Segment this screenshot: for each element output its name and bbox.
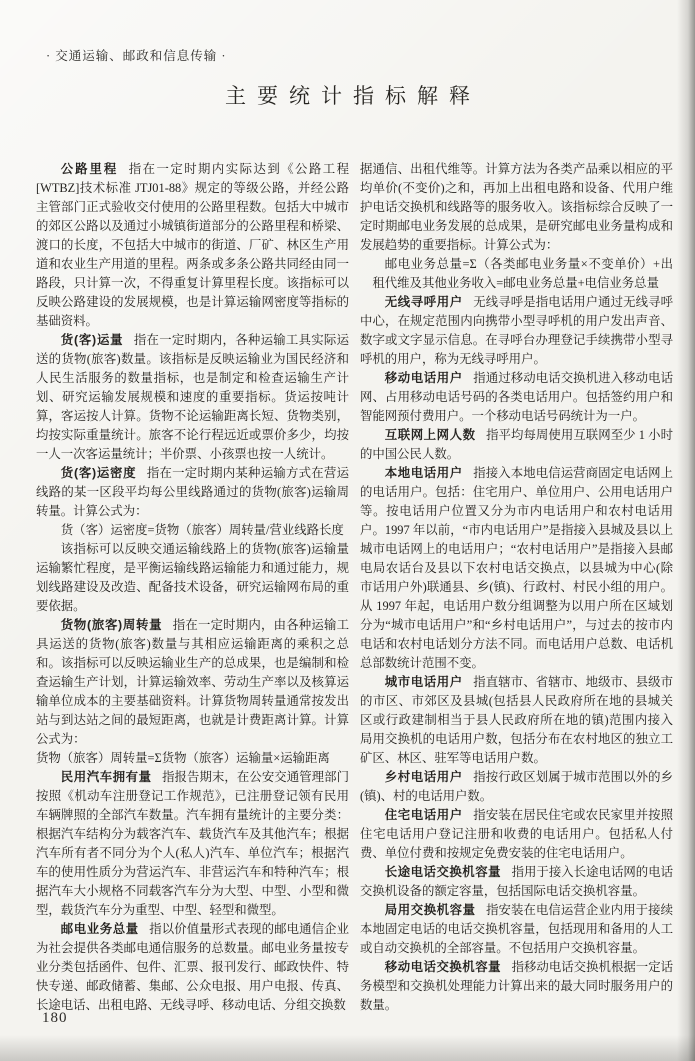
glossary-entry xyxy=(360,863,673,901)
left-column xyxy=(36,160,349,1015)
glossary-entry xyxy=(360,293,673,369)
glossary-entry xyxy=(36,464,349,521)
glossary-entry xyxy=(36,616,349,749)
glossary-definition: 指在一定时期内某种运输方式在营运线路的某一区段平均每公里线路通过的货物(旅客)运输周转量。计算公式为： xyxy=(36,466,349,518)
glossary-definition: 指安装在电信运营企业内用于接续本地固定电话的电话交换机容量，包括现用和备用的人工或自动交换机的全部容量。不包括用户交换机容量。 xyxy=(360,903,674,955)
glossary-definition: 指通过移动电话交换机进入移动电话网、占用移动电话号码的各类电话用户。包括签约用户和智能网预付费用户。一个移动电话号码统计为一户。 xyxy=(360,371,673,423)
glossary-term: 长途电话交换机容量 xyxy=(384,865,502,879)
glossary-definition: 指安装在居民住宅或农民家里并按照住宅电话用户登记注册和收费的电话用户。包括私人付费、单位付费和按规定免费安装的住宅电话用户。 xyxy=(360,808,673,860)
glossary-definition: 指移动电话交换机根据一定话务模型和交换机处理能力计算出来的最大同时服务用户的数量。 xyxy=(360,960,674,1012)
glossary-definition: 无线寻呼是指电话用户通过无线寻呼中心，在规定范围内向携带小型寻呼机的用户发出声音、数字或文字显示信息。在寻呼台办理登记手续携带小型寻呼机的用户，称为无线寻呼用户。 xyxy=(360,295,673,366)
glossary-definition: 指以价值量形式表现的邮电通信企业为社会提供各类邮电通信服务的总数量。邮电业务量按专业分类包括函件、包件、汇票、报刊发行、邮政快件、特快专递、邮政储蓄、集邮、公众电报、用户电报、传真、长途电话、出租电路、无线寻呼、移动电话、分组交换数 xyxy=(36,922,349,1012)
glossary-term: 货(客)运量 xyxy=(60,333,124,347)
glossary-definition: 指直辖市、省辖市、地级市、县级市的市区、市郊区及县城(包括县人民政府所在地的县城关区或行政建制相当于县人民政府所在地的镇)范围内接入局用交换机的电话用户数，包括分布在农村地区的独立工矿区、林区、驻军等电话用户数。 xyxy=(360,675,673,765)
formula-line: 货物（旅客）周转量=Σ货物（旅客）运输量×运输距离 xyxy=(36,751,330,765)
glossary-term: 住宅电话用户 xyxy=(384,808,463,822)
page-body xyxy=(36,160,673,1015)
glossary-entry xyxy=(36,331,349,464)
glossary-term: 货(客)运密度 xyxy=(60,466,137,480)
glossary-entry xyxy=(36,768,349,920)
glossary-definition: 指报告期末，在公安交通管理部门按照《机动车注册登记工作规范》，已注册登记领有民用车辆牌照的全部汽车数量。汽车拥有量统计的主要分类：根据汽车结构分为载客汽车、载货汽车及其他汽车；根据汽车所有者不同分为个人(私人)汽车、单位汽车；根据汽车的使用性质分为营运汽车、非营运汽车和特种汽车；根据汽车大小规格不同载客汽车分为大型、中型、小型和微型，载货汽车分为重型、中型、轻型和微型。 xyxy=(36,770,350,917)
glossary-definition: 指用于接入长途电话网的电话交换机设备的额定容量，包括国际电话交换机容量。 xyxy=(360,865,674,898)
glossary-entry xyxy=(360,806,673,863)
formula-line: 货（客）运密度=货物（旅客）周转量/营业线路长度 xyxy=(60,523,344,537)
glossary-entry xyxy=(36,920,349,1015)
glossary-continuation: 据通信、出租代维等。计算方法为各类产品乘以相应的平均单价(不变价)之和，再加上出租电路和设备、代用户维护电话交换机和线路等的服务收入。该指标综合反映了一定时期邮电业务发展的总成果，是研究邮电业务量构成和发展趋势的重要指标。计算公式为： xyxy=(360,162,673,252)
glossary-definition: 指在一定时期内，由各种运输工具运送的货物(旅客)数量与其相应运输距离的乘积之总和。该指标可以反映运输业生产的总成果，也是编制和检查运输生产计划，计算运输效率、劳动生产率以及核算运输单位成本的主要基础资料。计算货物周转量通常按发出站与到达站之间的最短距离，也就是计费距离计算。计算公式为： xyxy=(36,618,349,746)
glossary-term: 移动电话用户 xyxy=(384,371,463,385)
glossary-term: 货物(旅客)周转量 xyxy=(60,618,163,632)
glossary-term: 民用汽车拥有量 xyxy=(60,770,152,784)
glossary-entry xyxy=(360,369,673,426)
glossary-term: 邮电业务总量 xyxy=(60,922,139,936)
glossary-continuation: 该指标可以反映交通运输线路上的货物(旅客)运输量运输繁忙程度，是平衡运输线路运输能力和通过能力，规划线路建设及改造、配备技术设备，研究运输网布局的重要依据。 xyxy=(36,542,349,613)
page-number: 180 xyxy=(42,1010,68,1026)
glossary-term: 移动电话交换机容量 xyxy=(384,960,502,974)
glossary-entry xyxy=(360,673,673,768)
glossary-entry xyxy=(360,768,673,806)
glossary-definition: 指按行政区划属于城市范围以外的乡(镇)、村的电话用户数。 xyxy=(360,770,673,803)
glossary-term: 公路里程 xyxy=(60,162,119,176)
glossary-entry xyxy=(360,426,673,464)
glossary-term: 城市电话用户 xyxy=(384,675,463,689)
glossary-entry xyxy=(360,958,673,1015)
glossary-definition: 指在一定时期内，各种运输工具实际运送的货物(旅客)数量。该指标是反映运输业为国民经济和人民生活服务的数量指标，也是制定和检查运输生产计划、研究运输发展规模和速度的重要指标。货运按吨计算，客运按人计算。货物不论运输距离长短、货物类别，均按实际重量统计。旅客不论行程远近或票价多少，均按一人一次客运量统计；半价票、小孩票也按一人统计。 xyxy=(36,333,349,461)
page-title: 主要统计指标解释 xyxy=(225,84,481,108)
glossary-entry xyxy=(36,160,349,331)
glossary-entry xyxy=(360,464,673,673)
running-header: · 交通运输、邮政和信息传输 · xyxy=(46,49,227,63)
glossary-term: 互联网上网人数 xyxy=(384,428,476,442)
glossary-term: 乡村电话用户 xyxy=(384,770,463,784)
glossary-term: 局用交换机容量 xyxy=(384,903,476,917)
formula-line: 邮电业务总量=Σ（各类邮电业务量×不变单价）+出租代维及其他业务收入=邮电业务总量+电信业务总量 xyxy=(372,257,673,290)
right-column xyxy=(360,160,673,1015)
glossary-entry xyxy=(360,901,673,958)
glossary-term: 无线寻呼用户 xyxy=(384,295,463,309)
glossary-term: 本地电话用户 xyxy=(384,466,463,480)
glossary-definition: 指接入本地电信运营商固定电话网上的电话用户。包括：住宅用户、单位用户、公用电话用户等。按电话用户位置又分为市内电话用户和农村电话用户。1997 年以前，“市内电话用户”是指接入县城及县以上城市电话网上的电话用户；“农村电话用户”是指接入县邮电局农话台及县以下农村电话交换点，以县城为中心(除市话用户外)联通县、乡(镇)、行政村、村民小组的用户。从 1997 年起，电话用户数分组调整为以用户所在区域划分为“城市电话用户”和“乡村电话用户”，与过去的按市内电话和农村电话划分方法不同。而电话用户总数、电话机总部数统计范围不变。 xyxy=(360,466,673,670)
glossary-definition: 指在一定时期内实际达到《公路工程[WTBZ]技术标准 JTJ01-88》规定的等级公路，并经公路主管部门正式验收交付使用的公路里程数。包括大中城市的郊区公路以及通过小城镇街道部分的公路里程和桥梁、渡口的长度，不包括大中城市的街道、厂矿、林区生产用道和农业生产用道的里程。两条或多条公路共同经由同一路段，只计算一次，不得重复计算里程长度。该指标可以反映公路建设的发展规模，也是计算运输网密度等指标的基础资料。 xyxy=(36,162,350,328)
glossary-definition: 指平均每周使用互联网至少 1 小时的中国公民人数。 xyxy=(360,428,674,461)
